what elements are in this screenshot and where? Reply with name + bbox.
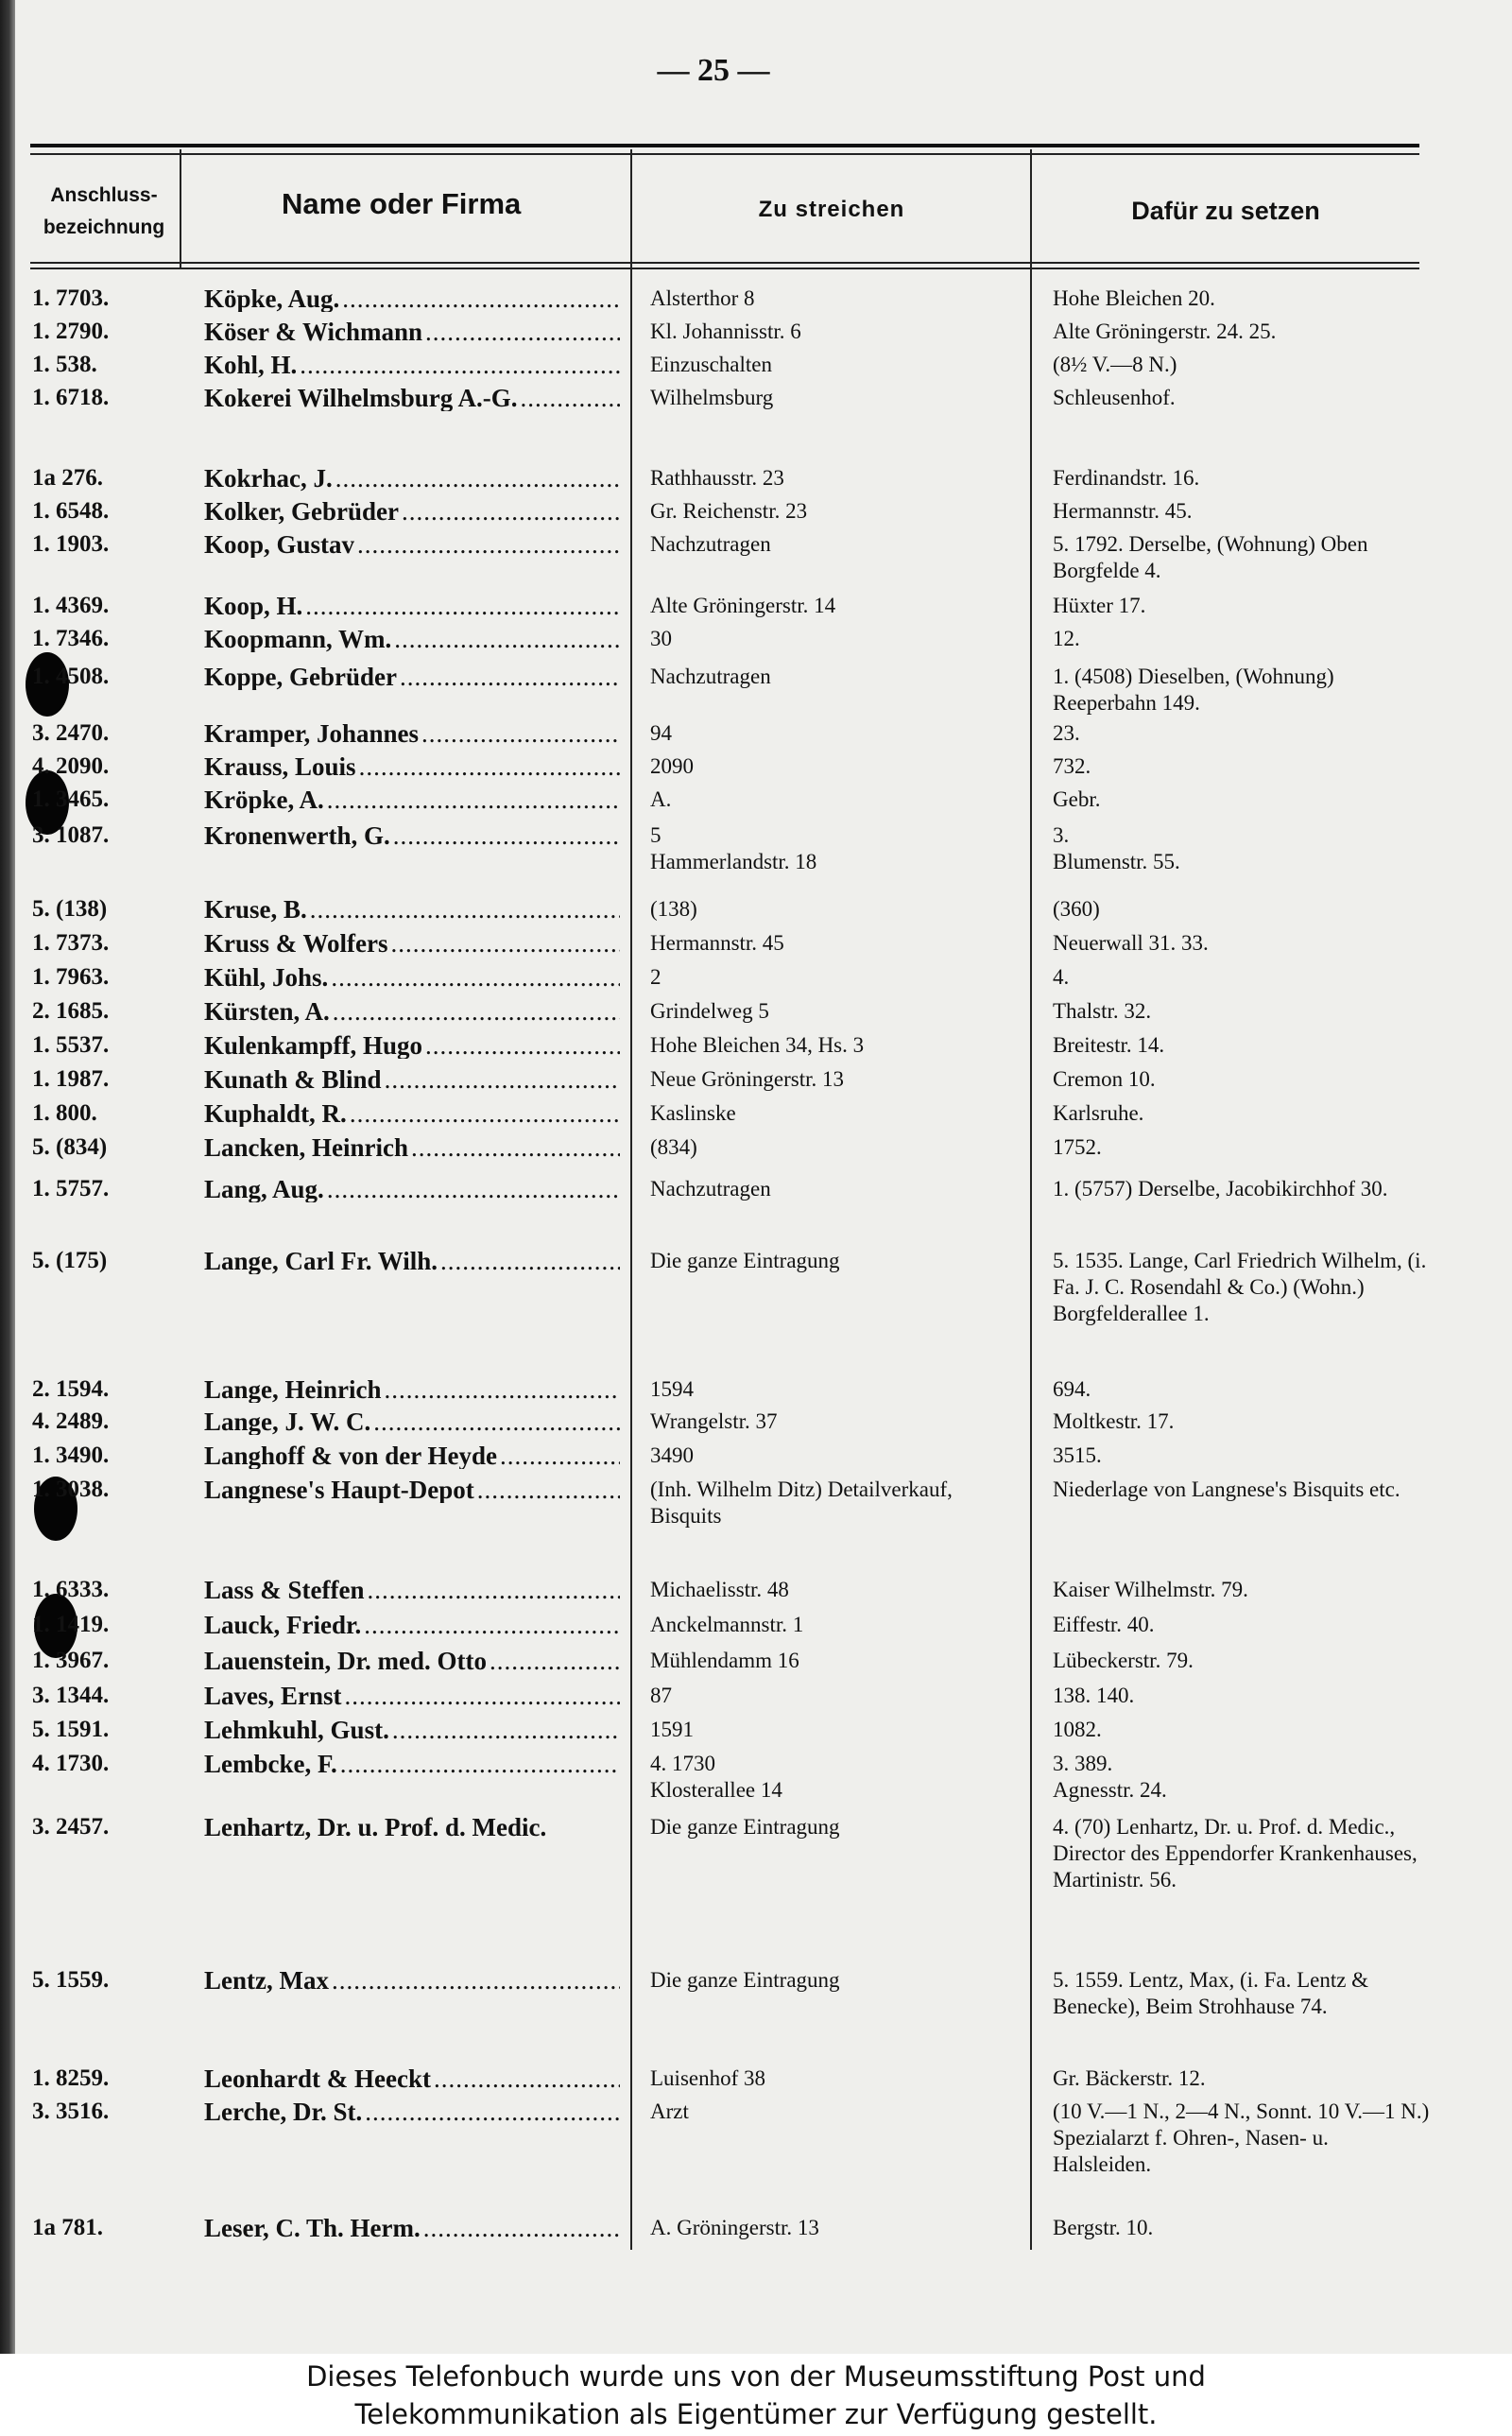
entry-strike: Wrangelstr. 37 [650,1409,778,1433]
entry-name: Kruse, B. ..... [204,896,620,923]
entry-name: Koop, H. ..... [204,593,620,619]
column-divider [630,149,632,2250]
entry-number: 3. 3516. [32,2099,110,2124]
entry-set: Gebr. [1053,787,1101,811]
entry-number: 1. 1903. [32,531,110,557]
entry-set: 5. 1792. Derselbe, (Wohnung) Oben Borgfelde 4. [1053,532,1368,582]
entry-strike: Kl. Johannisstr. 6 [650,320,801,343]
entry-name: Lange, Heinrich ..... [204,1376,620,1403]
entry-number: 1. 1987. [32,1066,110,1092]
entry-strike: (834) [650,1135,697,1159]
entry-strike: Hermannstr. 45 [650,931,784,955]
entry-set: 138. 140. [1053,1684,1135,1707]
entry-name: Lauenstein, Dr. med. Otto ..... [204,1648,620,1674]
entry-set: Karlsruhe. [1053,1101,1144,1125]
column-header-set: Dafür zu setzen [1131,197,1320,225]
entry-strike: Grindelweg 5 [650,999,769,1023]
entry-set: (8½ V.—8 N.) [1053,353,1177,376]
entry-number: 1. 4508. [32,664,110,689]
entry-set: Hermannstr. 45. [1053,499,1193,523]
entry-strike: 2090 [650,754,694,778]
entry-name: Lembcke, F. ..... [204,1751,620,1777]
entry-strike: A. [650,787,672,811]
entry-set: Cremon 10. [1053,1067,1156,1091]
entry-set: Moltkestr. 17. [1053,1409,1175,1433]
entry-name: Lang, Aug. ..... [204,1176,620,1202]
entry-strike: Wilhelmsburg [650,386,774,409]
entry-number: 1. 6333. [32,1577,110,1602]
entry-number: 1a 781. [32,2215,103,2240]
entry-strike: Michaelisstr. 48 [650,1578,789,1601]
entry-strike: Alsterthor 8 [650,286,755,310]
entry-name: Leonhardt & Heeckt ..... [204,2065,620,2092]
entry-number: 1a 276. [32,465,103,491]
entry-number: 5. (175) [32,1248,108,1273]
entry-name: Laves, Ernst ..... [204,1683,620,1709]
entry-number: 5. 1559. [32,1967,110,1993]
entry-name: Krauss, Louis ..... [204,753,620,780]
entry-number: 5. (138) [32,896,108,922]
entry-name: Lehmkuhl, Gust. ..... [204,1717,620,1743]
entry-strike: Rathhausstr. 23 [650,466,784,490]
entry-set: 1. (5757) Derselbe, Jacobikirchhof 30. [1053,1177,1388,1201]
entry-name: Lentz, Max ..... [204,1967,620,1994]
entry-strike: 4. 1730 Klosterallee 14 [650,1752,782,1802]
entry-strike: Nachzutragen [650,532,771,556]
entry-number: 5. (834) [32,1134,108,1160]
entry-set: 5. 1535. Lange, Carl Friedrich Wilhelm, (i. Fa. J. C. Rosendahl & Co.) (Wohn.) Borgfelderallee 1. [1053,1249,1427,1325]
book-spine-shadow [0,0,15,2354]
entry-number: 5. 1591. [32,1717,110,1742]
entry-name: Kröpke, A. ..... [204,786,620,813]
entry-number: 3. 2470. [32,720,110,746]
entry-name: Kühl, Johs. ..... [204,964,620,991]
entry-number: 4. 2090. [32,753,110,779]
entry-name: Kulenkampff, Hugo ..... [204,1032,620,1059]
entry-strike: Luisenhof 38 [650,2066,766,2090]
entry-strike: Kaslinske [650,1101,736,1125]
footer-notice [0,2354,1512,2436]
entry-set: Bergstr. 10. [1053,2216,1154,2239]
entry-strike: 30 [650,627,672,650]
entry-set: 5. 1559. Lentz, Max, (i. Fa. Lentz & Benecke), Beim Strohhause 74. [1053,1968,1369,2018]
entry-strike: 3490 [650,1443,694,1467]
entry-number: 3. 1087. [32,822,110,848]
entry-name: Kruss & Wolfers ..... [204,930,620,957]
entry-set: 1082. [1053,1718,1102,1741]
entry-strike: Arzt [650,2099,689,2123]
header-rule [30,268,1419,269]
entry-name: Lerche, Dr. St. ..... [204,2099,620,2125]
column-header-strike: Zu streichen [758,197,905,222]
entry-strike: Hohe Bleichen 34, Hs. 3 [650,1033,865,1057]
entry-set: Kaiser Wilhelmstr. 79. [1053,1578,1248,1601]
entry-set: 4. (70) Lenhartz, Dr. u. Prof. d. Medic., Director des Eppendorfer Krankenhauses, Martinistr. 56. [1053,1815,1418,1892]
entry-number: 3. 1344. [32,1683,110,1708]
entry-number: 1. 7703. [32,285,110,311]
entry-name: Langnese's Haupt-Depot ..... [204,1477,620,1503]
entry-number: 1. 5757. [32,1176,110,1201]
entry-number: 1. 6548. [32,498,110,524]
entry-strike: A. Gröningerstr. 13 [650,2216,819,2239]
entry-name: Koopmann, Wm. ..... [204,626,620,652]
entry-set: Niederlage von Langnese's Bisquits etc. [1053,1477,1400,1501]
entry-set: 4. [1053,965,1070,989]
entry-name: Lange, J. W. C. ..... [204,1408,620,1435]
entry-number: 3. 2457. [32,1814,110,1840]
entry-number: 4. 1730. [32,1751,110,1776]
column-header-number: Anschluss- bezeichnung [43,184,165,238]
entry-strike: Gr. Reichenstr. 23 [650,499,808,523]
entry-strike: Nachzutragen [650,665,771,688]
entry-set: Breitestr. 14. [1053,1033,1165,1057]
entry-name: Lass & Steffen ..... [204,1577,620,1603]
entry-number: 1. 4369. [32,593,110,618]
entry-name: Köser & Wichmann ..... [204,319,620,345]
entry-strike: Neue Gröningerstr. 13 [650,1067,845,1091]
entry-number: 1. 7346. [32,626,110,651]
entry-strike: 2 [650,965,662,989]
entry-number: 1. 538. [32,352,97,377]
header-rule [30,153,1419,155]
entry-name: Kürsten, A. ..... [204,998,620,1025]
entry-name: Kokrhac, J. ..... [204,465,620,492]
entry-strike: 94 [650,721,672,745]
entry-set: 1. (4508) Dieselben, (Wohnung) Reeperbahn 149. [1053,665,1334,715]
entry-name: Lange, Carl Fr. Wilh. ..... [204,1248,620,1274]
entry-strike: Einzuschalten [650,353,773,376]
entry-set: 3. 389. Agnesstr. 24. [1053,1752,1167,1802]
entry-name: Lancken, Heinrich ..... [204,1134,620,1161]
column-divider [1030,149,1032,2250]
entry-name: Lauck, Friedr. ..... [204,1612,620,1638]
entry-strike: (Inh. Wilhelm Ditz) Detailverkauf, Bisquits [650,1477,953,1528]
entry-set: Thalstr. 32. [1053,999,1152,1023]
entry-name: Kolker, Gebrüder ..... [204,498,620,525]
entry-name: Koppe, Gebrüder ..... [204,664,620,690]
entry-number: 1. 1419. [32,1612,110,1637]
entry-strike: Die ganze Eintragung [650,1968,840,1992]
entry-number: 1. 2790. [32,319,110,344]
header-rule [30,144,1419,147]
entry-name: Köpke, Aug. ..... [204,285,620,312]
entry-set: 12. [1053,627,1080,650]
entry-number: 1. 3490. [32,1443,110,1468]
entry-number: 1. 7963. [32,964,110,990]
entry-strike: Alte Gröningerstr. 14 [650,594,836,617]
entry-number: 1. 800. [32,1100,97,1126]
entry-set: 694. [1053,1377,1091,1401]
entry-strike: Nachzutragen [650,1177,771,1201]
entry-name: Leser, C. Th. Herm. ..... [204,2215,620,2241]
entry-name: Kronenwerth, G. ..... [204,822,620,849]
column-header-name: Name oder Firma [282,187,522,220]
entry-set: 732. [1053,754,1091,778]
entry-number: 2. 1685. [32,998,110,1024]
entry-set: Gr. Bäckerstr. 12. [1053,2066,1206,2090]
entry-set: Lübeckerstr. 79. [1053,1649,1194,1672]
entry-number: 1. 6718. [32,385,110,410]
column-divider [180,149,181,268]
entry-name: Kramper, Johannes ..... [204,720,620,747]
entry-number: 4. 2489. [32,1408,110,1434]
footer-text: Dieses Telefonbuch wurde uns von der Museumsstiftung Post und Telekommunikation als Eigentümer zur Verfügung gestellt. [306,2360,1206,2430]
entry-set: Neuerwall 31. 33. [1053,931,1209,955]
entry-number: 1. 3465. [32,786,110,812]
entry-set: Schleusenhof. [1053,386,1176,409]
page-number: — 25 — [657,53,770,88]
entry-number: 1. 8259. [32,2065,110,2091]
entry-strike: Mühlendamm 16 [650,1649,799,1672]
entry-strike: Anckelmannstr. 1 [650,1613,804,1636]
entry-set: Ferdinandstr. 16. [1053,466,1200,490]
entry-strike: (138) [650,897,697,921]
entry-number: 1. 5537. [32,1032,110,1058]
entry-name: Kohl, H. ..... [204,352,620,378]
entry-set: Eiffestr. 40. [1053,1613,1155,1636]
entry-name: Kuphaldt, R. ..... [204,1100,620,1127]
entry-set: Hohe Bleichen 20. [1053,286,1215,310]
entry-number: 1. 7373. [32,930,110,956]
entry-set: 23. [1053,721,1080,745]
header-rule [30,262,1419,264]
entry-strike: 5 Hammerlandstr. 18 [650,823,817,873]
entry-set: (10 V.—1 N., 2—4 N., Sonnt. 10 V.—1 N.) Spezialarzt f. Ohren-, Nasen- u. Halsleiden. [1053,2099,1430,2176]
entry-set: Hüxter 17. [1053,594,1146,617]
entry-set: (360) [1053,897,1100,921]
entry-number: 2. 1594. [32,1376,110,1402]
entry-name: Langhoff & von der Heyde ..... [204,1443,620,1469]
entry-strike: 1591 [650,1718,694,1741]
entry-strike: 1594 [650,1377,694,1401]
entry-number: 1. 3038. [32,1477,110,1502]
entry-name: Kokerei Wilhelmsburg A.-G. ..... [204,385,620,411]
entry-name: Koop, Gustav ..... [204,531,620,558]
entry-set: 1752. [1053,1135,1102,1159]
entry-strike: Die ganze Eintragung [650,1815,840,1839]
entry-set: Alte Gröningerstr. 24. 25. [1053,320,1277,343]
entry-name: Lenhartz, Dr. u. Prof. d. Medic. [204,1813,547,1841]
entry-set: 3. Blumenstr. 55. [1053,823,1180,873]
entry-strike: 87 [650,1684,672,1707]
entry-strike: Die ganze Eintragung [650,1249,840,1272]
entry-name: Kunath & Blind ..... [204,1066,620,1093]
entry-number: 1. 3967. [32,1648,110,1673]
entry-set: 3515. [1053,1443,1102,1467]
